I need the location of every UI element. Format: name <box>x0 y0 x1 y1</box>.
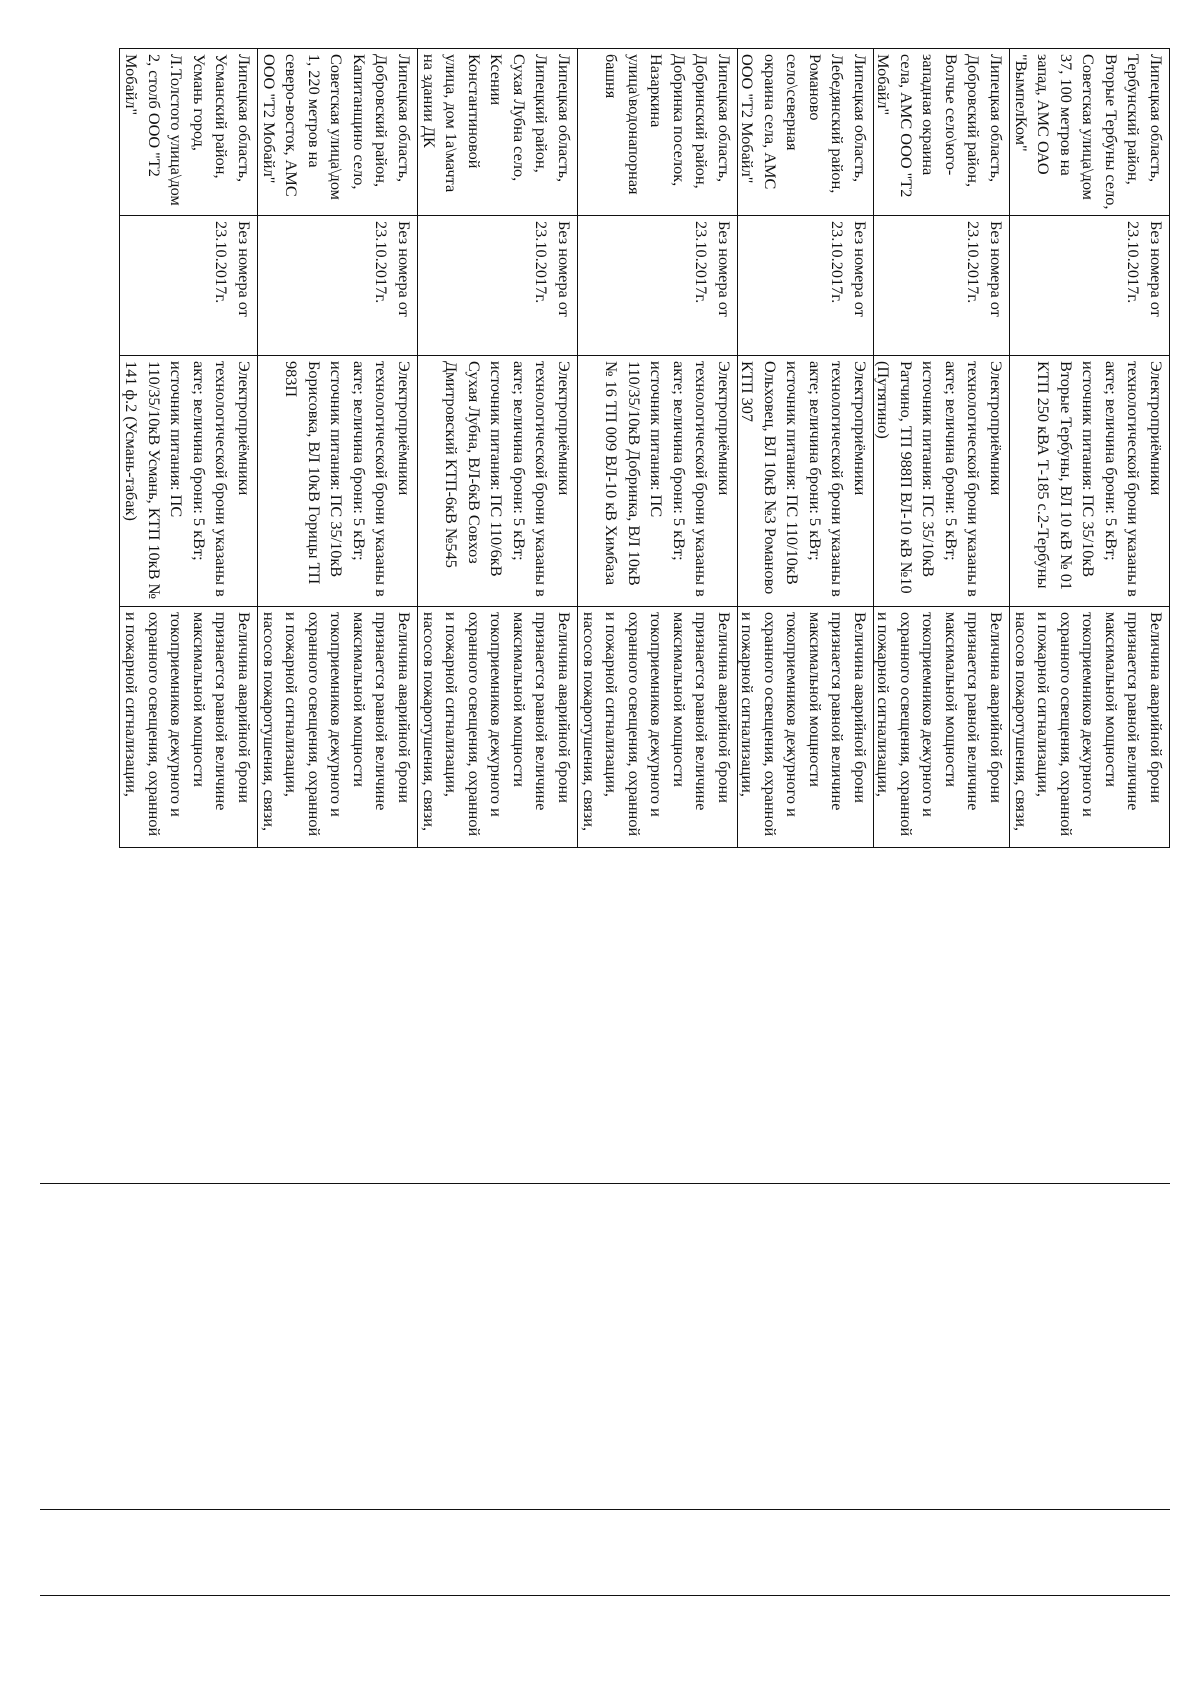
technological-reserve-cell: Электроприёмники технологической брони указаны в акте; величина брони: 5 кВт; источник питания: ПС 110/6кВ Сухая Лубна, ВЛ-6кВ Совхоз Дмитровский КТП-6кВ №545 <box>417 355 577 606</box>
technological-reserve-cell: Электроприёмники технологической брони указаны в акте; величина брони: 5 кВт; источник питания: ПС 35/10кВ Ратчино, ТП 988П ВЛ-10 кВ №10 (Путятино) <box>873 355 1009 606</box>
table-row <box>119 48 258 848</box>
table-row <box>873 48 1010 848</box>
address-cell: Липецкая область, Добровский район, Волчье село\юго-западная окраина села, АМС ООО "Т2 Мобайл" <box>873 48 1009 215</box>
address-cell: Липецкая область, Лебедянский район, Романово село\северная окраина села, АМС ООО "Т2 Мобайл" <box>737 48 873 215</box>
emergency-reserve-cell: Величина аварийной брони признается равной величине максимальной мощности токоприемников дежурного и охранного освещения, охранной и пожарной сигнализации, <box>873 606 1009 848</box>
table-row <box>577 48 738 848</box>
table-row <box>257 48 418 848</box>
address-cell: Липецкая область, Добровский район, Капитанщино село, Советская улица\дом 1, 220 метров на северо-восток, АМС ООО "Т2 Мобайл" <box>257 48 417 215</box>
rotated-page <box>40 48 1170 1652</box>
act-cell: Без номера от 23.10.2017г. <box>417 215 577 355</box>
address-cell: Липецкая область, Добринский район, Добринка поселок, Назаркина улица\водонапорная башня <box>577 48 737 215</box>
act-cell: Без номера от 23.10.2017г. <box>577 215 737 355</box>
technological-reserve-cell: Электроприёмники технологической брони указаны в акте; величина брони: 5 кВт; источник питания: ПС 110/35/10кВ Добринка, ВЛ 10кВ № 16 ТП 009 ВЛ-10 кВ Химбаза <box>577 355 737 606</box>
act-cell: Без номера от 23.10.2017г. <box>873 215 1009 355</box>
divider-line <box>40 1595 1170 1596</box>
address-cell: Липецкая область, Тербунский район, Вторые Тербуны село, Советская улица\дом 37, 100 метров на запад, АМС ОАО "ВымпелКом" <box>1009 48 1169 215</box>
technological-reserve-cell: Электроприёмники технологической брони указаны в акте; величина брони: 5 кВт; источник питания: ПС 35/10кВ Вторые Тербуны, ВЛ 10 кВ № 01 КТП 250 кВА Т-185 с.2-Тербуны <box>1009 355 1169 606</box>
table-row <box>737 48 874 848</box>
emergency-reserve-cell: Величина аварийной брони признается равной величине максимальной мощности токоприемников дежурного и охранного освещения, охранной и пожарной сигнализации, <box>120 606 257 848</box>
act-cell: Без номера от 23.10.2017г. <box>120 215 257 355</box>
power-reserve-table <box>40 48 1170 848</box>
address-cell: Липецкая область, Усманский район, Усмань город, Л.Толстого улица\дом 2, столб ООО "Т2 Мобайл" <box>120 48 257 215</box>
emergency-reserve-cell: Величина аварийной брони признается равной величине максимальной мощности токоприемников дежурного и охранного освещения, охранной и пожарной сигнализации, насосов пожаротушения, связи, <box>1009 606 1169 848</box>
technological-reserve-cell: Электроприёмники технологической брони указаны в акте; величина брони: 5 кВт; источник питания: ПС 110/10кВ Ольховец, ВЛ 10кВ №3 Романово КТП 307 <box>737 355 873 606</box>
emergency-reserve-cell: Величина аварийной брони признается равной величине максимальной мощности токоприемников дежурного и охранного освещения, охранной и пожарной сигнализации, насосов пожаротушения, связи, <box>257 606 417 848</box>
act-cell: Без номера от 23.10.2017г. <box>737 215 873 355</box>
emergency-reserve-cell: Величина аварийной брони признается равной величине максимальной мощности токоприемников дежурного и охранного освещения, охранной и пожарной сигнализации, насосов пожаротушения, связи, <box>417 606 577 848</box>
technological-reserve-cell: Электроприёмники технологической брони указаны в акте; величина брони: 5 кВт; источник питания: ПС 110/35/10кВ Усмань, КТП 10кВ № 141 ф.2 (Усмань-табак) <box>120 355 257 606</box>
emergency-reserve-cell: Величина аварийной брони признается равной величине максимальной мощности токоприемников дежурного и охранного освещения, охранной и пожарной сигнализации, насосов пожаротушения, связи, <box>577 606 737 848</box>
emergency-reserve-cell: Величина аварийной брони признается равной величине максимальной мощности токоприемников дежурного и охранного освещения, охранной и пожарной сигнализации, <box>737 606 873 848</box>
act-cell: Без номера от 23.10.2017г. <box>257 215 417 355</box>
divider-line <box>40 1183 1170 1184</box>
technological-reserve-cell: Электроприёмники технологической брони указаны в акте; величина брони: 5 кВт; источник питания: ПС 35/10кВ Борисовка, ВЛ 10кВ Горицы ТП 983П <box>257 355 417 606</box>
table-row <box>417 48 578 848</box>
divider-line <box>40 1509 1170 1510</box>
table-row <box>1009 48 1170 848</box>
act-cell: Без номера от 23.10.2017г. <box>1009 215 1169 355</box>
address-cell: Липецкая область, Липецкий район, Сухая Лубна село, Ксении Константиновой улица, дом 1а\мачта на здании ДК <box>417 48 577 215</box>
